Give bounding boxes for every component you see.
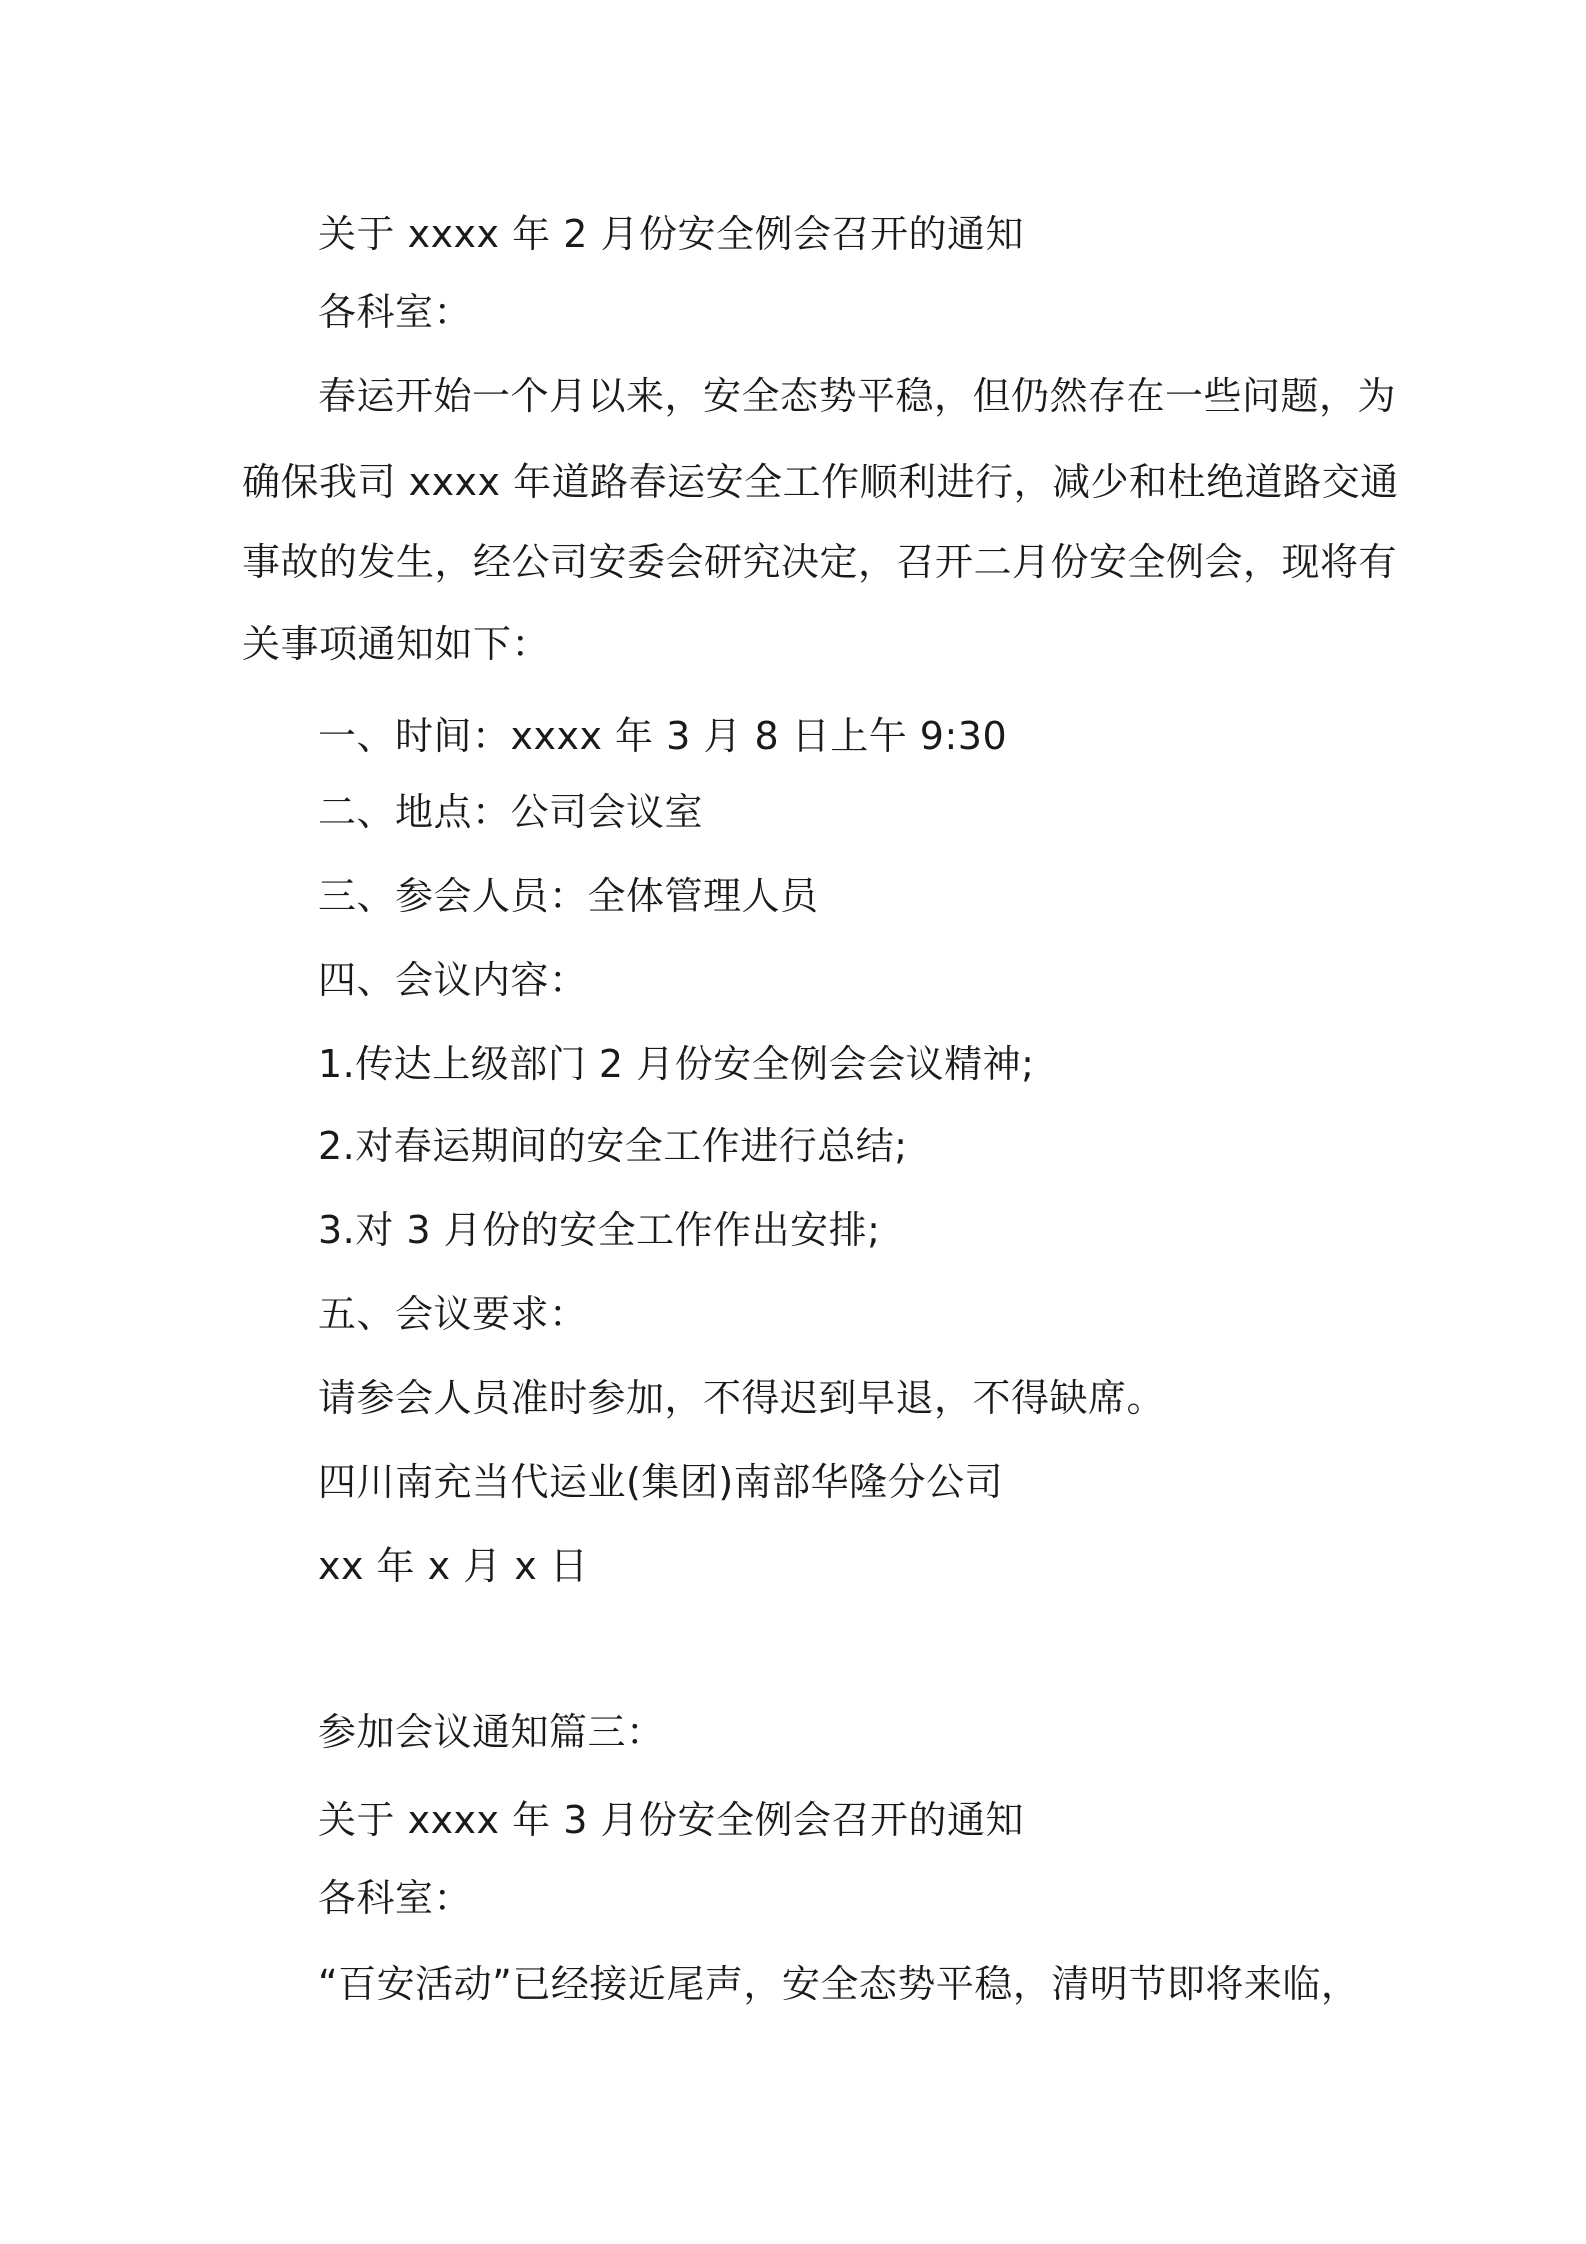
- intro-line-3: 事故的发生，经公司安委会研究决定，召开二月份安全例会，现将有: [242, 540, 1398, 584]
- section3-addressee: 各科室：: [318, 1876, 473, 1920]
- item-content-3: 3.对 3 月份的安全工作作出安排;: [318, 1208, 881, 1252]
- item-requirements-text: 请参会人员准时参加，不得迟到早退，不得缺席。: [318, 1376, 1166, 1420]
- section3-heading: 参加会议通知篇三：: [318, 1710, 665, 1754]
- signature-date: xx 年 x 月 x 日: [318, 1544, 589, 1588]
- intro-line-4: 关事项通知如下：: [242, 622, 551, 666]
- item-attendees: 三、参会人员：全体管理人员: [318, 874, 819, 918]
- intro-line-1: 春运开始一个月以来，安全态势平稳，但仍然存在一些问题，为: [318, 374, 1397, 418]
- item-content-2: 2.对春运期间的安全工作进行总结;: [318, 1124, 908, 1168]
- item-requirements-heading: 五、会议要求：: [318, 1292, 588, 1336]
- section3-intro-line-1: “百安活动”已经接近尾声，安全态势平稳，清明节即将来临，: [318, 1962, 1360, 2006]
- signature: 四川南充当代运业(集团)南部华隆分公司: [318, 1460, 1004, 1504]
- item-content-heading: 四、会议内容：: [318, 958, 588, 1002]
- item-content-1: 1.传达上级部门 2 月份安全例会会议精神;: [318, 1042, 1035, 1086]
- section3-title: 关于 xxxx 年 3 月份安全例会召开的通知: [318, 1798, 1024, 1842]
- item-time: 一、时间：xxxx 年 3 月 8 日上午 9:30: [318, 714, 1008, 758]
- notice-addressee: 各科室：: [318, 290, 473, 334]
- item-location: 二、地点：公司会议室: [318, 790, 704, 834]
- notice-title: 关于 xxxx 年 2 月份安全例会召开的通知: [318, 212, 1024, 256]
- intro-line-2: 确保我司 xxxx 年道路春运安全工作顺利进行，减少和杜绝道路交通: [242, 460, 1399, 504]
